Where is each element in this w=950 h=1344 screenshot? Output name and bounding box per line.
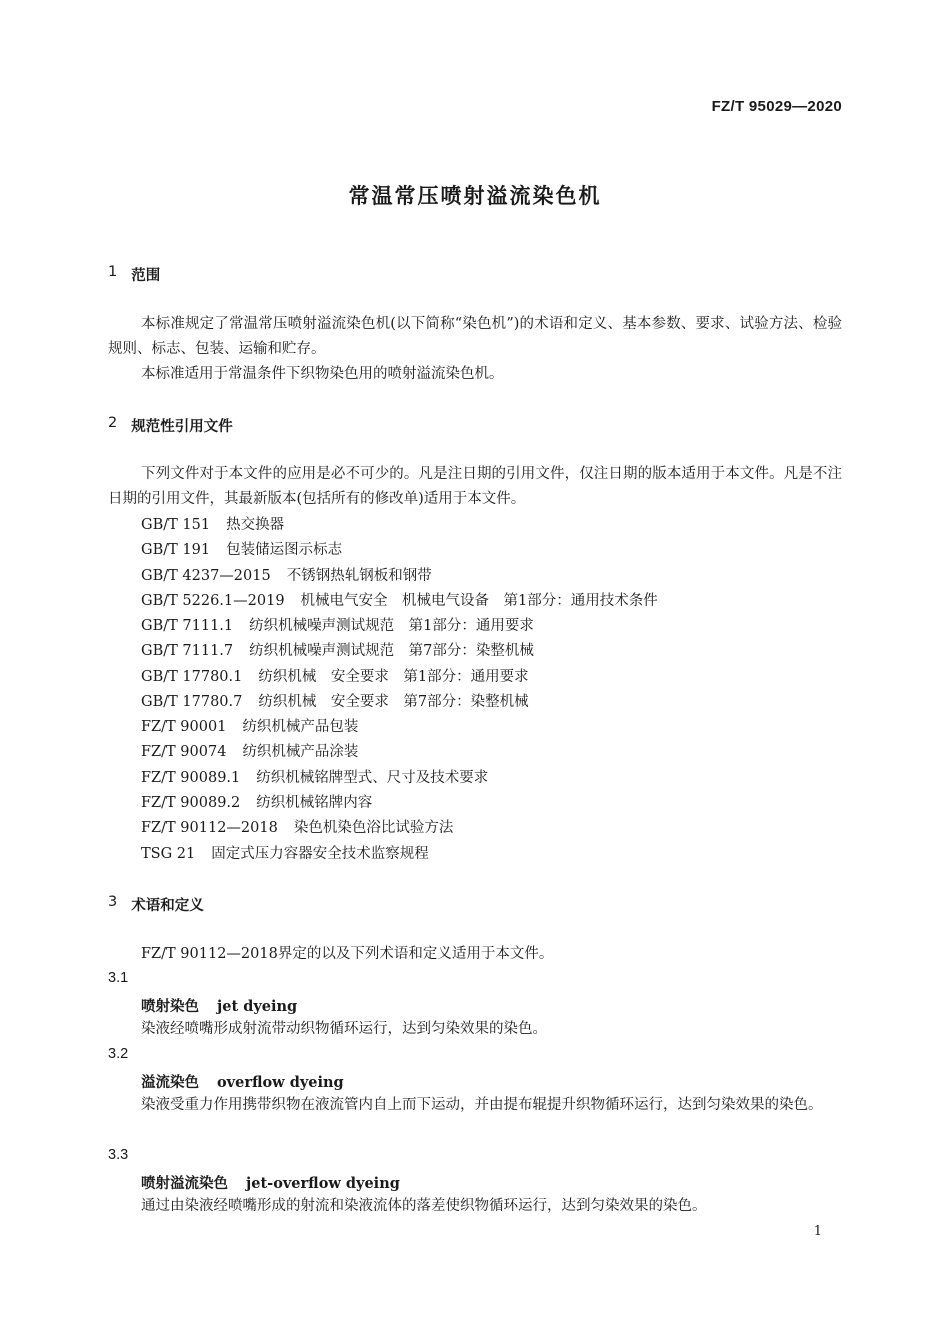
reference-title: 纺织机械 安全要求 第1部分：通用要求	[258, 669, 529, 685]
reference-title: 机械电气安全 机械电气设备 第1部分：通用技术条件	[300, 593, 658, 609]
reference-item	[141, 768, 488, 788]
reference-title: 包装储运图示标志	[226, 542, 343, 558]
scope-paragraph-2: 本标准适用于常温条件下织物染色用的喷射溢流染色机。	[141, 366, 504, 382]
term-number: 3.2	[108, 1046, 129, 1062]
reference-code: GB/T 17780.7	[141, 694, 243, 710]
reference-item	[141, 667, 529, 687]
reference-title: 纺织机械铭牌型式、尺寸及技术要求	[256, 770, 489, 786]
scope-paragraph-1: 本标准规定了常温常压喷射溢流染色机(以下简称“染色机”)的术语和定义、基本参数、要求、试验方法、检验规则、标志、包装、运输和贮存。	[108, 316, 842, 357]
term-number: 3.3	[108, 1147, 129, 1163]
term-cn: 喷射染色	[141, 999, 199, 1015]
term-cn: 溢流染色	[141, 1075, 199, 1091]
reference-title: 纺织机械产品包装	[242, 719, 359, 735]
section-number: 3	[108, 894, 118, 910]
reference-title: 纺织机械噪声测试规范 第1部分：通用要求	[249, 618, 534, 634]
reference-item	[141, 641, 534, 661]
reference-title: 纺织机械产品涂装	[242, 744, 359, 760]
term-number: 3.1	[108, 970, 129, 986]
section-number: 1	[108, 264, 118, 280]
reference-code: GB/T 7111.1	[141, 618, 234, 634]
reference-code: GB/T 5226.1—2019	[141, 593, 285, 609]
reference-code: TSG 21	[141, 846, 196, 862]
document-title: 常温常压喷射溢流染色机	[348, 184, 602, 208]
terms-intro: FZ/T 90112—2018界定的以及下列术语和定义适用于本文件。	[141, 946, 554, 962]
reference-code: FZ/T 90001	[141, 719, 227, 735]
section-title: 术语和定义	[131, 898, 204, 914]
reference-item	[141, 844, 429, 864]
reference-item	[141, 717, 358, 737]
section-title: 范围	[131, 268, 161, 284]
term-definition: 染液经喷嘴形成射流带动织物循环运行，达到匀染效果的染色。	[141, 1021, 547, 1037]
reference-title: 染色机染色浴比试验方法	[293, 820, 454, 836]
term-en: overflow dyeing	[217, 1074, 344, 1091]
reference-code: GB/T 4237—2015	[141, 568, 271, 584]
reference-item	[141, 616, 534, 636]
term-name	[141, 1071, 344, 1092]
section-number: 2	[108, 415, 118, 431]
reference-item	[141, 692, 529, 712]
standard-code: FZ/T 95029—2020	[711, 98, 842, 115]
references-intro: 下列文件对于本文件的应用是必不可少的。凡是注日期的引用文件，仅注日期的版本适用于本文件。凡是不注日期的引用文件，其最新版本(包括所有的修改单)适用于本文件。	[108, 466, 842, 507]
section-2-heading	[108, 415, 233, 436]
reference-code: FZ/T 90074	[141, 744, 227, 760]
term-definition: 通过由染液经喷嘴形成的射流和染液流体的落差使织物循环运行，达到匀染效果的染色。	[141, 1198, 707, 1214]
reference-item	[141, 818, 453, 838]
term-en: jet-overflow dyeing	[246, 1175, 400, 1192]
reference-title: 纺织机械 安全要求 第7部分：染整机械	[258, 694, 529, 710]
reference-title: 固定式压力容器安全技术监察规程	[211, 846, 429, 862]
term-definition: 染液受重力作用携带织物在液流管内自上而下运动，并由提布辊提升织物循环运行，达到匀染效果的染色。	[141, 1097, 823, 1113]
reference-code: GB/T 151	[141, 517, 211, 533]
reference-item	[141, 566, 432, 586]
reference-code: FZ/T 90089.2	[141, 795, 241, 811]
reference-title: 热交换器	[226, 517, 285, 533]
reference-code: GB/T 17780.1	[141, 669, 243, 685]
reference-item	[141, 742, 358, 762]
term-name	[141, 995, 297, 1016]
reference-item	[141, 540, 342, 560]
section-title: 规范性引用文件	[131, 419, 233, 435]
term-name	[141, 1172, 400, 1193]
term-cn: 喷射溢流染色	[141, 1176, 228, 1192]
reference-code: FZ/T 90089.1	[141, 770, 241, 786]
section-3-heading	[108, 894, 204, 915]
reference-code: FZ/T 90112—2018	[141, 820, 278, 836]
term-en: jet dyeing	[217, 998, 298, 1015]
reference-title: 纺织机械铭牌内容	[256, 795, 373, 811]
reference-title: 纺织机械噪声测试规范 第7部分：染整机械	[249, 643, 534, 659]
section-1-heading	[108, 264, 160, 285]
reference-title: 不锈钢热轧钢板和钢带	[286, 568, 432, 584]
reference-item	[141, 793, 372, 813]
reference-item	[141, 591, 658, 611]
reference-code: GB/T 191	[141, 542, 211, 558]
reference-item	[141, 515, 284, 535]
page-number: 1	[813, 1224, 822, 1239]
reference-code: GB/T 7111.7	[141, 643, 234, 659]
